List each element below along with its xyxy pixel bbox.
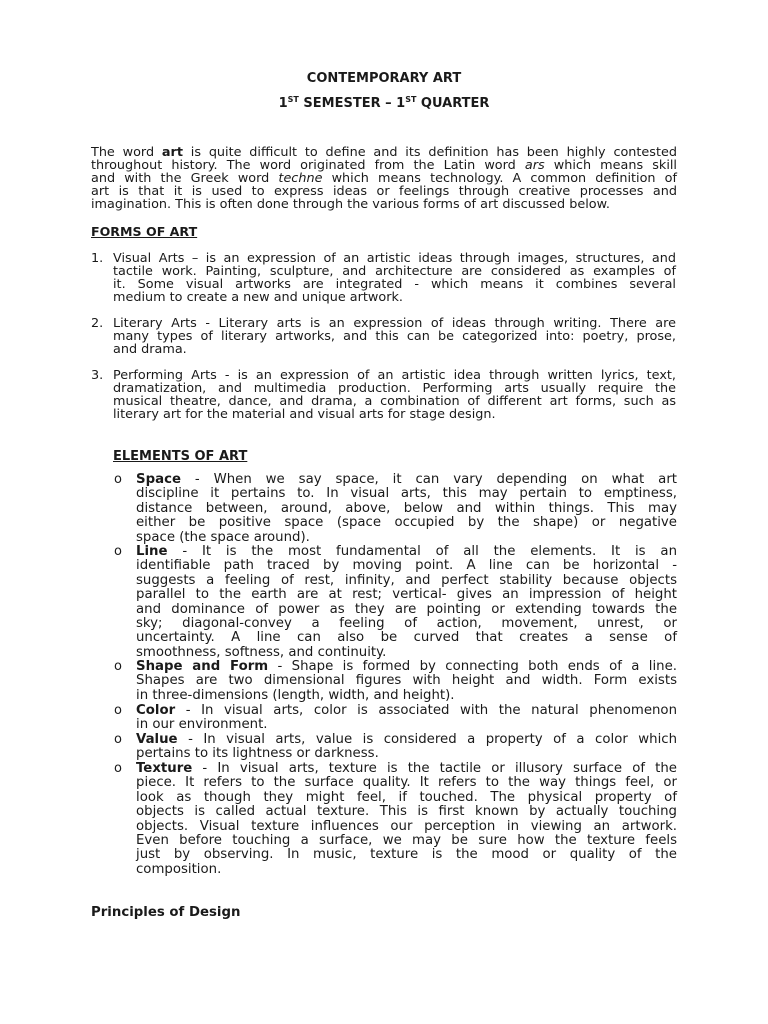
element-item-line: space (the space around). [136, 529, 310, 545]
element-item-line [136, 704, 677, 718]
document-title: CONTEMPORARY ART [306, 71, 462, 86]
list-item-line: Performing Arts - is an expression of an artistic idea through written lyrics, text, [113, 368, 676, 383]
element-item-line: in our environment. [136, 717, 268, 733]
element-item-line: identifiable path traced by moving point. A line can be horizontal - [136, 558, 677, 574]
element-item-line [136, 733, 677, 747]
element-definition: - In visual arts, texture is the tactile or illusory surface of the [192, 761, 677, 776]
element-item [136, 545, 677, 660]
quarter-ordinal: ST [405, 95, 417, 104]
element-item [136, 660, 677, 703]
quarter-text: QUARTER [416, 96, 490, 111]
list-item-number: 1. [91, 251, 104, 266]
quarter-number: 1 [396, 96, 406, 111]
semester-text: SEMESTER – [298, 96, 397, 111]
element-item-line: uncertainty. A line can also be curved that creates a sense of [136, 630, 677, 646]
intro-line: imagination. This is often done through the various forms of art discussed below. [91, 197, 610, 212]
element-item-line [136, 545, 677, 559]
element-item-line: just by observing. In music, texture is the mood or quality of the [136, 847, 677, 863]
intro-keyword-art: art [161, 145, 183, 160]
element-item-line: discipline it pertains to. In visual arts, this may pertain to emptiness, [136, 486, 677, 502]
list-item-line: Visual Arts – is an expression of an artistic ideas through images, structures, and [113, 251, 676, 266]
list-item-number: 2. [91, 316, 104, 331]
list-item [113, 252, 676, 304]
element-term: Space [136, 472, 181, 487]
intro-text: and with the Greek word [91, 171, 279, 186]
element-item [136, 473, 677, 545]
element-item-line: objects. Visual texture influences our perception in viewing an artwork. [136, 818, 677, 834]
intro-keyword-ars: ars [524, 158, 545, 173]
element-term: Value [136, 732, 178, 747]
bullet-marker: o [114, 544, 122, 559]
intro-text: is quite difficult to define and its definition has been highly contested [182, 145, 677, 160]
list-item-line: Literary Arts - Literary arts is an expression of ideas through writing. There are [113, 316, 676, 331]
element-item [136, 762, 677, 877]
element-item-line: pertains to its lightness or darkness. [136, 746, 379, 762]
element-item-line: and dominance of power as they are pointing or extending towards the [136, 601, 677, 617]
element-item-line: objects is called actual texture. This is first known by actually touching [136, 804, 677, 820]
element-item-line: Even before touching a surface, we may be sure how the texture feels [136, 833, 677, 849]
list-item-line: many types of literary artworks, and this can be categorized into: poetry, prose, [113, 329, 676, 344]
element-definition: - It is the most fundamental of all the elements. It is an [167, 544, 677, 559]
element-item-line: composition. [136, 861, 222, 877]
element-item-line: either be positive space (space occupied by the shape) or negative [136, 515, 677, 531]
bullet-marker: o [114, 472, 122, 487]
list-item-line: medium to create a new and unique artwork. [113, 290, 403, 305]
element-definition: - When we say space, it can vary depending on what art [180, 472, 677, 487]
element-item-line: sky; diagonal-convey a feeling of action, movement, unrest, or [136, 616, 677, 632]
intro-text: which means technology. A common definition of [322, 171, 677, 186]
bullet-marker: o [114, 761, 122, 776]
intro-line: art is that it is used to express ideas or feelings through creative processes and [91, 184, 677, 199]
element-item-line: parallel to the earth are at rest; vertical- gives an impression of height [136, 587, 677, 603]
list-item-line: and drama. [113, 342, 187, 357]
element-item-line [136, 660, 677, 674]
elements-of-art-heading: ELEMENTS OF ART [113, 449, 248, 464]
element-item-line: piece. It refers to the surface quality. It refers to the way things feel, or [136, 775, 677, 791]
element-item [136, 704, 677, 733]
element-term: Color [136, 703, 176, 718]
element-term: Line [136, 544, 168, 559]
element-term: Shape and Form [136, 659, 269, 674]
element-definition: - Shape is formed by connecting both ends of a line. [268, 659, 677, 674]
element-item-line: Shapes are two dimensional figures with height and width. Form exists [136, 673, 677, 689]
bullet-marker: o [114, 659, 122, 674]
intro-text: throughout history. The word originated from the Latin word [91, 158, 525, 173]
list-item-number: 3. [91, 368, 104, 383]
bullet-marker: o [114, 703, 122, 718]
intro-paragraph [91, 146, 677, 211]
element-definition: - In visual arts, color is associated with the natural phenomenon [175, 703, 677, 718]
element-item-line [136, 762, 677, 776]
intro-text: The word [91, 145, 162, 160]
element-definition: - In visual arts, value is considered a property of a color which [177, 732, 677, 747]
element-term: Texture [136, 761, 193, 776]
element-item-line [136, 473, 677, 487]
list-item [113, 369, 676, 421]
forms-of-art-heading: FORMS OF ART [91, 224, 198, 239]
list-item [113, 317, 676, 356]
element-item-line: distance between, around, above, below and within things. This may [136, 500, 677, 516]
element-item [136, 733, 677, 762]
semester-number: 1 [278, 96, 288, 111]
bullet-marker: o [114, 732, 122, 747]
list-item-line: it. Some visual artworks are integrated - which means it combines several [113, 277, 676, 292]
semester-ordinal: ST [287, 95, 299, 104]
list-item-line: literary art for the material and visual arts for stage design. [113, 407, 496, 422]
intro-keyword-techne: techne [278, 171, 323, 186]
element-item-line: look as though they might feel, if touched. The physical property of [136, 789, 677, 805]
list-item-line: musical theatre, dance, and drama, a combination of different art forms, such as [113, 394, 676, 409]
list-item-line: dramatization, and multimedia production. Performing arts usually require the [113, 381, 676, 396]
list-item-line: tactile work. Painting, sculpture, and architecture are considered as examples of [113, 264, 676, 279]
element-item-line: smoothness, softness, and continuity. [136, 644, 387, 660]
semester-quarter-line [0, 96, 768, 112]
element-item-line: suggests a feeling of rest, infinity, and perfect stability because objects [136, 572, 677, 588]
intro-text: which means skill [544, 158, 677, 173]
principles-of-design-heading: Principles of Design [91, 905, 241, 920]
element-item-line: in three-dimensions (length, width, and height). [136, 687, 455, 703]
